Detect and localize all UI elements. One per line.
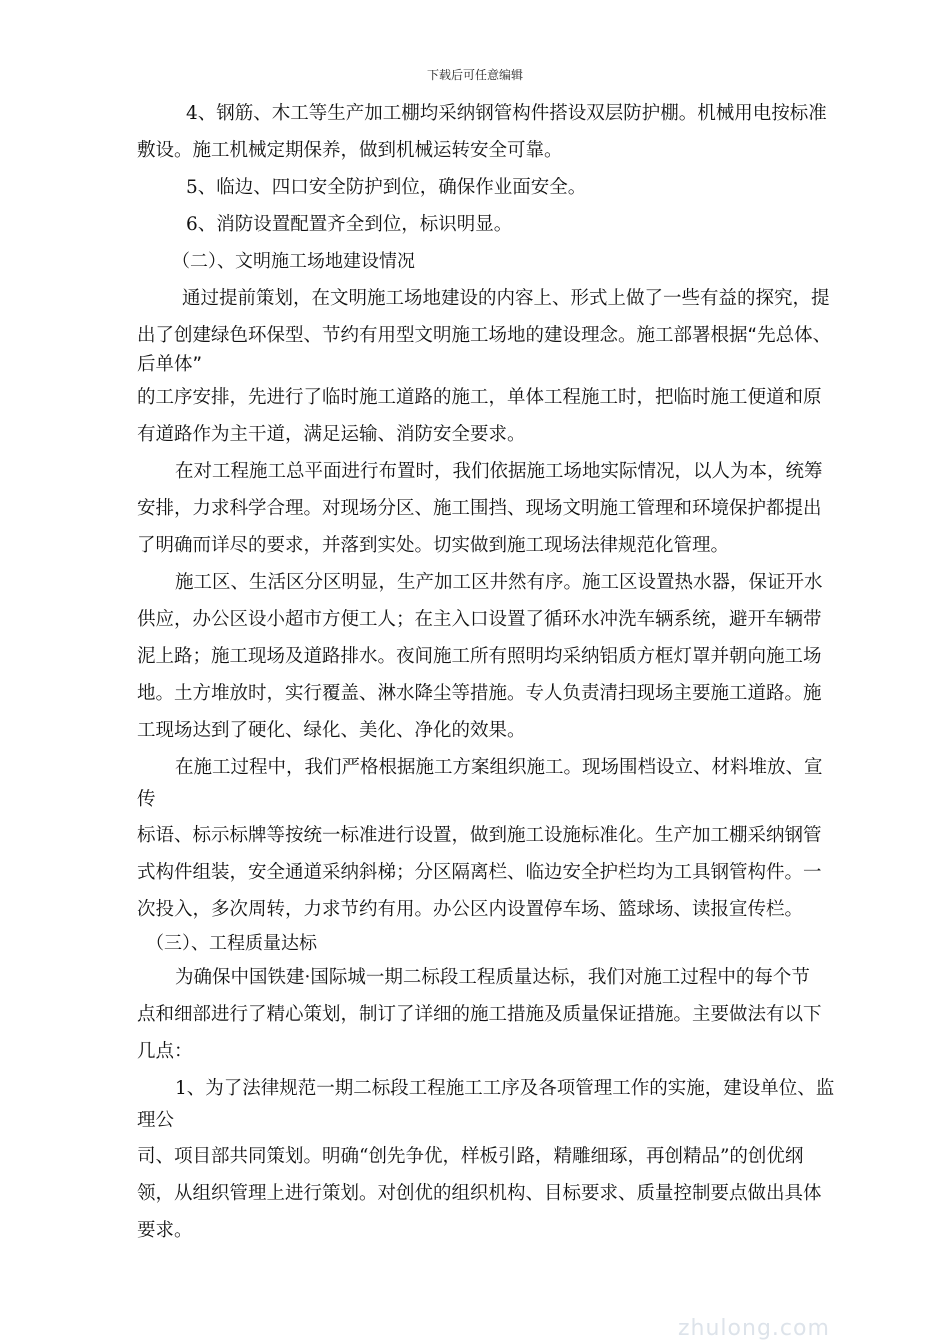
text-line: 4、钢筋、木工等生产加工棚均采纳钢管构件搭设双层防护棚。机械用电按标准 [186, 103, 827, 124]
text-line: 式构件组装，安全通道采纳斜梯；分区隔离栏、临边安全护栏均为工具钢管构件。一 [137, 862, 822, 883]
text-line: 通过提前策划，在文明施工场地建设的内容上、形式上做了一些有益的探究，提 [182, 288, 830, 309]
text-line: 传 [137, 789, 156, 810]
text-line: 理公 [137, 1110, 175, 1131]
text-line: 在对工程施工总平面进行布置时，我们依据施工场地实际情况，以人为本，统筹 [175, 461, 823, 482]
text-line: 在施工过程中，我们严格根据施工方案组织施工。现场围档设立、材料堆放、宣 [175, 757, 823, 778]
text-line: 有道路作为主干道，满足运输、消防安全要求。 [137, 424, 526, 445]
text-line: 的工序安排，先进行了临时施工道路的施工，单体工程施工时，把临时施工便道和原 [137, 387, 822, 408]
text-line: 5、临边、四口安全防护到位，确保作业面安全。 [186, 177, 587, 198]
text-line: 为确保中国铁建·国际城一期二标段工程质量达标，我们对施工过程中的每个节 [175, 967, 810, 988]
text-line: 敷设。施工机械定期保养，做到机械运转安全可靠。 [137, 140, 563, 161]
text-line [137, 324, 831, 348]
text-line: 安排，力求科学合理。对现场分区、施工围挡、现场文明施工管理和环境保护都提出 [137, 498, 822, 519]
text-line: 地。土方堆放时，实行覆盖、淋水降尘等措施。专人负责清扫现场主要施工道路。施 [137, 683, 822, 704]
text-line: 点和细部进行了精心策划，制订了详细的施工措施及质量保证措施。主要做法有以下 [137, 1004, 822, 1025]
text-line: 1、为了法律规范一期二标段工程施工工序及各项管理工作的实施，建设单位、监 [175, 1078, 835, 1099]
text-span: 出了创建 [137, 325, 212, 346]
text-line: 供应，办公区设小超市方便工人；在主入口设置了循环水冲洗车辆系统，避开车辆带 [137, 609, 822, 630]
text-line: 次投入，多次周转，力求节约有用。办公区内设置停车场、篮球场、读报宣传栏。 [137, 899, 804, 920]
text-line: 6、消防设置配置齐全到位，标识明显。 [186, 214, 513, 235]
text-line: 标语、标示标牌等按统一标准进行设置，做到施工设施标准化。生产加工棚采纳钢管 [137, 825, 822, 846]
text-line: 几点： [137, 1041, 193, 1062]
text-line: 后单体” [137, 354, 203, 375]
text-line: 要求。 [137, 1220, 193, 1241]
page-header: 下载后可任意编辑 [426, 68, 523, 82]
section-heading: （二）、文明施工场地建设情况 [172, 251, 415, 272]
watermark: zhulong.com [678, 1316, 830, 1341]
text-line: 了明确而详尽的要求，并落到实处。切实做到施工现场法律规范化管理。 [137, 535, 730, 556]
text-line: 泥上路；施工现场及道路排水。夜间施工所有照明均采纳铝质方框灯罩并朝向施工场 [137, 646, 822, 667]
text-line: 领，从组织管理上进行策划。对创优的组织机构、目标要求、质量控制要点做出具体 [137, 1183, 822, 1204]
emphasis-text: 绿色环保型、节约有用型 [211, 325, 415, 346]
section-heading: （三）、工程质量达标 [146, 933, 317, 954]
text-span: 文明施工场地的建设理念。施工部署根据 [414, 325, 748, 346]
text-line: 工现场达到了硬化、绿化、美化、净化的效果。 [137, 720, 526, 741]
emphasis-text: “先总体、 [747, 325, 832, 346]
text-line: 施工区、生活区分区明显，生产加工区井然有序。施工区设置热水器，保证开水 [175, 572, 823, 593]
text-line: 司、项目部共同策划。明确“创先争优，样板引路，精雕细琢，再创精品”的创优纲 [137, 1146, 804, 1167]
